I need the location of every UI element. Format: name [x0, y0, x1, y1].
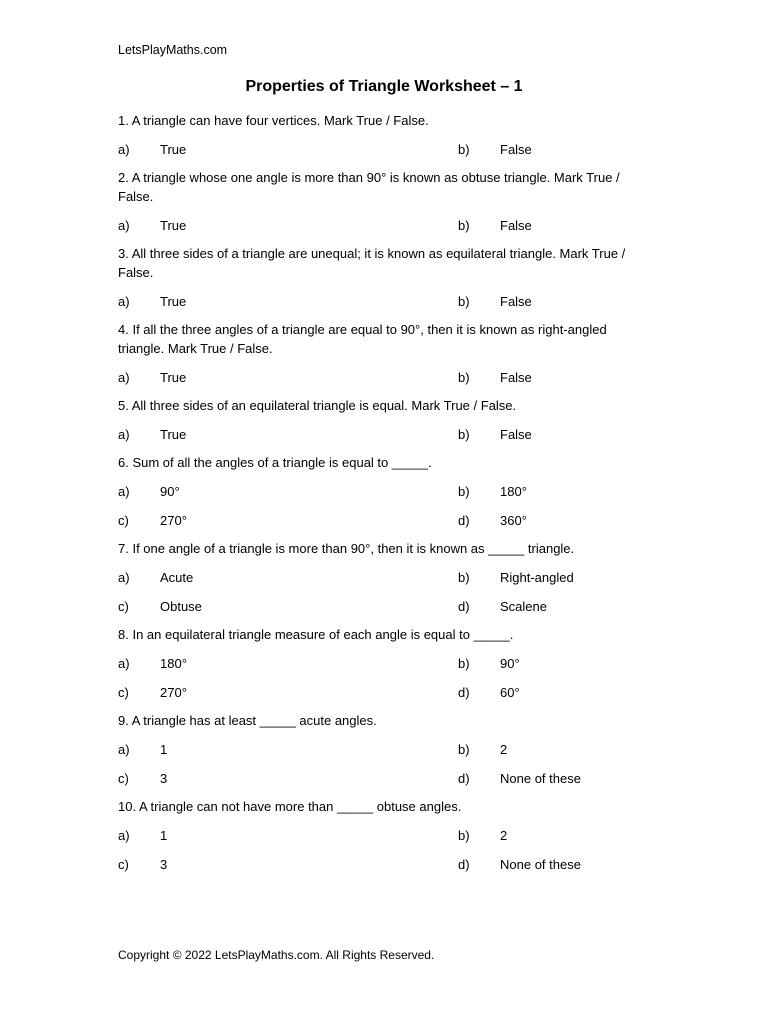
- option-row: [118, 769, 638, 788]
- question-block: [118, 539, 638, 616]
- option-letter: b): [458, 570, 470, 585]
- option-text: Acute: [160, 570, 194, 585]
- option-letter: a): [118, 828, 130, 843]
- option-letter: b): [458, 218, 470, 233]
- option-letter: a): [118, 370, 130, 385]
- question-text: 10. A triangle can not have more than _____ obtuse angles.: [118, 799, 462, 814]
- option-letter: b): [458, 742, 470, 757]
- option-row: [118, 216, 638, 235]
- option-letter: b): [458, 427, 470, 442]
- worksheet-title: Properties of Triangle Worksheet – 1: [245, 78, 523, 95]
- option-row: [118, 683, 638, 702]
- question-text: 4. If all the three angles of a triangle are equal to 90°, then it is known as right-angled triangle. Mark True / False.: [118, 322, 607, 356]
- question-text: 2. A triangle whose one angle is more than 90° is known as obtuse triangle. Mark True / False.: [118, 170, 620, 204]
- option-letter: a): [118, 142, 130, 157]
- option-text: 270°: [160, 685, 187, 700]
- question-block: [118, 625, 638, 702]
- option-row: [118, 597, 638, 616]
- option-row: [118, 740, 638, 759]
- question-list: [118, 111, 638, 883]
- copyright-footer: Copyright © 2022 LetsPlayMaths.com. All Rights Reserved.: [118, 948, 435, 962]
- option-text: Scalene: [500, 599, 547, 614]
- option-letter: b): [458, 370, 470, 385]
- option-text: None of these: [500, 771, 581, 786]
- option-letter: d): [458, 599, 470, 614]
- question-text: 7. If one angle of a triangle is more than 90°, then it is known as _____ triangle.: [118, 541, 575, 556]
- option-letter: b): [458, 828, 470, 843]
- option-text: False: [500, 142, 532, 157]
- option-text: True: [160, 142, 187, 157]
- option-text: Right-angled: [500, 570, 574, 585]
- option-text: 1: [160, 742, 168, 757]
- option-text: 90°: [500, 656, 520, 671]
- option-letter: a): [118, 218, 130, 233]
- option-text: False: [500, 294, 532, 309]
- option-text: None of these: [500, 857, 581, 872]
- option-row: [118, 568, 638, 587]
- question-block: [118, 797, 638, 874]
- option-letter: c): [118, 599, 129, 614]
- option-text: False: [500, 427, 532, 442]
- option-letter: d): [458, 857, 470, 872]
- option-row: [118, 425, 638, 444]
- option-letter: b): [458, 294, 470, 309]
- option-letter: a): [118, 294, 130, 309]
- option-letter: a): [118, 484, 130, 499]
- option-letter: d): [458, 771, 470, 786]
- option-text: 1: [160, 828, 168, 843]
- option-letter: c): [118, 685, 129, 700]
- question-block: [118, 396, 638, 444]
- question-block: [118, 168, 638, 235]
- option-text: Obtuse: [160, 599, 202, 614]
- option-text: 270°: [160, 513, 187, 528]
- option-text: True: [160, 218, 187, 233]
- option-row: [118, 482, 638, 501]
- option-row: [118, 368, 638, 387]
- question-block: [118, 320, 638, 387]
- option-letter: b): [458, 656, 470, 671]
- option-row: [118, 654, 638, 673]
- option-letter: d): [458, 685, 470, 700]
- question-text: 8. In an equilateral triangle measure of each angle is equal to _____.: [118, 627, 514, 642]
- option-text: 90°: [160, 484, 180, 499]
- option-row: [118, 292, 638, 311]
- option-row: [118, 855, 638, 874]
- question-text: 3. All three sides of a triangle are unequal; it is known as equilateral triangle. Mark True / False.: [118, 246, 626, 280]
- option-text: True: [160, 427, 187, 442]
- option-text: True: [160, 294, 187, 309]
- option-letter: d): [458, 513, 470, 528]
- question-text: 6. Sum of all the angles of a triangle is equal to _____.: [118, 455, 432, 470]
- option-letter: c): [118, 771, 129, 786]
- option-text: 60°: [500, 685, 520, 700]
- option-text: 3: [160, 857, 168, 872]
- option-letter: b): [458, 142, 470, 157]
- question-text: 9. A triangle has at least _____ acute angles.: [118, 713, 377, 728]
- option-letter: a): [118, 427, 130, 442]
- question-text: 1. A triangle can have four vertices. Mark True / False.: [118, 113, 429, 128]
- option-letter: a): [118, 656, 130, 671]
- option-text: 3: [160, 771, 168, 786]
- option-text: True: [160, 370, 187, 385]
- option-text: 180°: [500, 484, 527, 499]
- option-text: 180°: [160, 656, 187, 671]
- option-text: False: [500, 218, 532, 233]
- option-text: 2: [500, 828, 508, 843]
- option-row: [118, 140, 638, 159]
- option-text: False: [500, 370, 532, 385]
- question-block: [118, 111, 638, 159]
- question-block: [118, 453, 638, 530]
- option-row: [118, 826, 638, 845]
- option-letter: c): [118, 857, 129, 872]
- option-row: [118, 511, 638, 530]
- site-header: LetsPlayMaths.com: [118, 43, 228, 57]
- option-text: 360°: [500, 513, 527, 528]
- option-letter: a): [118, 570, 130, 585]
- option-letter: b): [458, 484, 470, 499]
- question-block: [118, 244, 638, 311]
- option-letter: a): [118, 742, 130, 757]
- option-letter: c): [118, 513, 129, 528]
- question-text: 5. All three sides of an equilateral triangle is equal. Mark True / False.: [118, 398, 517, 413]
- question-block: [118, 711, 638, 788]
- option-text: 2: [500, 742, 508, 757]
